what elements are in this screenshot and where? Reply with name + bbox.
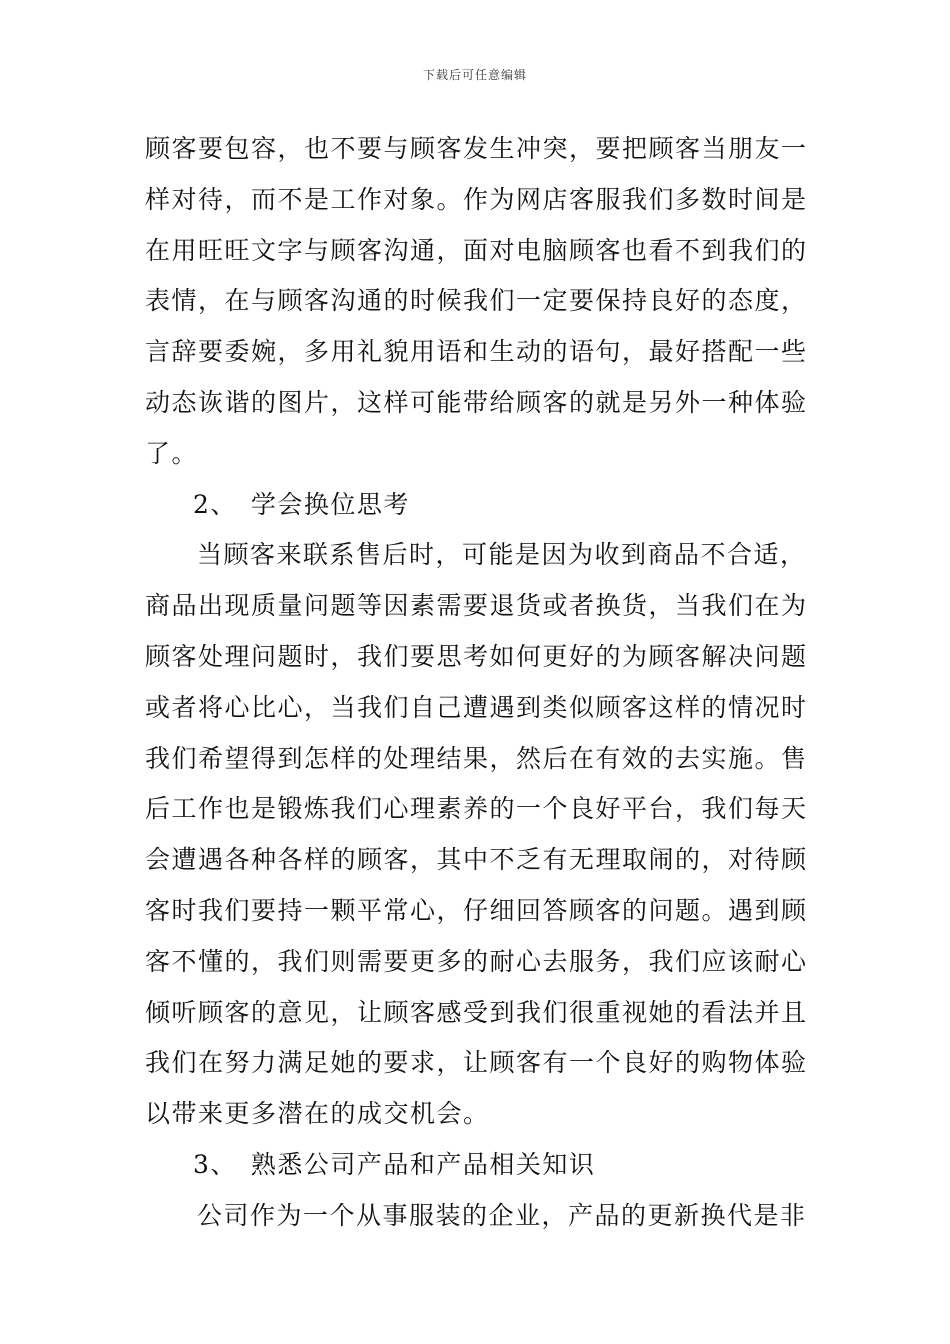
page-header: 下载后可任意编辑: [422, 68, 527, 82]
section-heading: 2、 学会换位思考: [193, 489, 410, 519]
text-line: 以带来更多潜在的成交机会。: [145, 1099, 490, 1129]
text-line: 动态诙谐的图片，这样可能带给顾客的就是另外一种体验: [145, 387, 808, 417]
text-line: 样对待，而不是工作对象。作为网店客服我们多数时间是: [145, 184, 808, 214]
text-line: 言辞要委婉，多用礼貌用语和生动的语句，最好搭配一些: [145, 337, 808, 367]
document-body: [145, 124, 807, 1242]
text-line: 顾客要包容，也不要与顾客发生冲突，要把顾客当朋友一: [145, 134, 808, 163]
text-line: 后工作也是锻炼我们心理素养的一个良好平台，我们每天: [145, 794, 808, 824]
text-line: 客不懂的，我们则需要更多的耐心去服务，我们应该耐心: [145, 946, 808, 976]
text-line: 我们希望得到怎样的处理结果，然后在有效的去实施。售: [145, 743, 808, 773]
text-line: 商品出现质量问题等因素需要退货或者换货，当我们在为: [145, 591, 808, 621]
text-line: 倾听顾客的意见，让顾客感受到我们很重视她的看法并且: [145, 997, 808, 1027]
text-line: 当顾客来联系售后时，可能是因为收到商品不合适，: [197, 540, 807, 570]
text-line: 在用旺旺文字与顾客沟通，面对电脑顾客也看不到我们的: [145, 235, 808, 265]
text-line: 我们在努力满足她的要求，让顾客有一个良好的购物体验: [145, 1048, 808, 1078]
text-line: 了。: [145, 438, 199, 468]
text-line: 表情，在与顾客沟通的时候我们一定要保持良好的态度，: [145, 286, 808, 316]
text-line: 会遭遇各种各样的顾客，其中不乏有无理取闹的，对待顾: [145, 845, 808, 875]
text-line: 公司作为一个从事服装的企业，产品的更新换代是非: [197, 1200, 807, 1230]
text-line: 客时我们要持一颗平常心，仔细回答顾客的问题。遇到顾: [145, 895, 808, 925]
text-line: 或者将心比心，当我们自己遭遇到类似顾客这样的情况时: [145, 692, 808, 722]
section-heading: 3、 熟悉公司产品和产品相关知识: [193, 1149, 596, 1179]
text-line: 顾客处理问题时，我们要思考如何更好的为顾客解决问题: [145, 641, 808, 671]
